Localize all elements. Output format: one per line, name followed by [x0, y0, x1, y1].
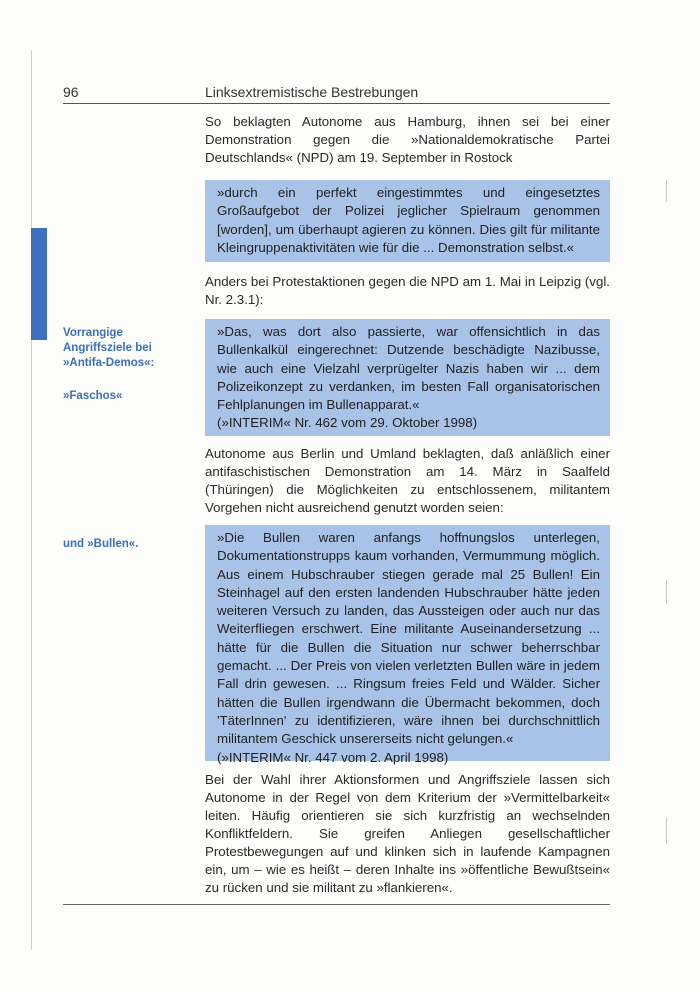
quote-block-leipzig: [205, 319, 610, 436]
quote-text: »durch ein perfekt eingestimmtes und eingesetztes Großaufgebot der Polizei jeglicher Spielraum genommen [worden], um überhaupt agieren zu können. Dies gilt für militante Kleingruppenaktivitäten wie für die ... Demonstration selbst.«: [217, 185, 600, 255]
paragraph-aktionsformen: Bei der Wahl ihrer Aktionsformen und Angriffsziele lassen sich Autonome in der Regel von dem Kriterium der »Vermittelbarkeit« leiten. Häufig orientieren sie sich kurzfristig an wechselnden Konfliktfeldern. Sie greifen Anliegen gesellschaftlicher Protestbewegungen auf und klinken sich in laufende Kampagnen ein, um – wie es heißt – deren Inhalte ins »öffentliche Bewußtsein« zu rücken und sie militant zu »flankieren«.: [205, 772, 610, 895]
scan-edge-mark: [666, 580, 667, 604]
quote-text: »Das, was dort also passierte, war offensichtlich in das Bullenkalkül eingerechnet: Dutzende beschädigte Nazibusse, wie auch eine Vielzahl verprügelter Nazis haben wir ... dem Polizeikonzept zu verdanken, im besten Fall organisatorischen Fehlplanungen im Bullenapparat.«: [217, 324, 600, 413]
quote-text: »Die Bullen waren anfangs hoffnungslos unterlegen, Dokumentationstrupps kaum vorhanden, Vermummung möglich. Aus einem Hubschrauber stiegen gerade mal 25 Bullen! Ein Steinhagel auf den ersten landenden Hubschrauber hätte jeden weiteren Versuch zu landen, das Aussteigen oder auch nur das Weiterfliegen erschwert. Eine militante Auseinandersetzung ... hätte für die Bullen die Situation nur schwer beherrschbar gemacht. ... Der Preis von vielen verletzten Bullen wäre in jedem Fall drin gewesen. ... Ringsum freies Feld und Wälder. Sicher hätten die Bullen irgendwann die Übermacht bekommen, doch 'TäterInnen' zu identifizieren, wäre ihnen bei durchschnittlich militantem Geschick unsererseits nicht gelungen.«: [217, 530, 600, 747]
running-title: Linksextremistische Bestrebungen: [205, 84, 419, 100]
left-margin-rule: [31, 50, 32, 950]
quote-source: (»INTERIM« Nr. 447 vom 2. April 1998): [217, 749, 449, 765]
quote-block-saalfeld: [205, 525, 610, 765]
paragraph-leipzig: Anders bei Protestaktionen gegen die NPD am 1. Mai in Leipzig (vgl. Nr. 2.3.1):: [205, 274, 610, 307]
scan-edge-mark: [666, 180, 667, 202]
paragraph-saalfeld: Autonome aus Berlin und Umland beklagten, daß anläßlich einer antifaschistischen Demonstration am 14. März in Saalfeld (Thüringen) die Möglichkeiten zu entschlossenem, militantem Vorgehen nicht ausreichend genutzt worden seien:: [205, 446, 610, 515]
margin-note-faschos: »Faschos«: [63, 390, 123, 402]
paragraph-hamburg: So beklagten Autonome aus Hamburg, ihnen sei bei einer Demonstration gegen die »Nationaldemokratische Partei Deutschlands« (NPD) am 19. September in Rostock: [205, 114, 610, 165]
chapter-marker-bar: [31, 228, 47, 340]
footer-rule: [63, 904, 610, 905]
margin-note-angriffsziele: Vorrangige Angriffsziele bei »Antifa-Demos«:: [63, 327, 155, 369]
page-number: 96: [63, 84, 79, 100]
margin-note-bullen: und »Bullen«.: [63, 538, 139, 550]
quote-block-rostock: [205, 180, 610, 262]
quote-source: (»INTERIM« Nr. 462 vom 29. Oktober 1998): [217, 415, 478, 431]
scan-edge-mark: [666, 818, 667, 844]
header-rule: [63, 103, 610, 104]
